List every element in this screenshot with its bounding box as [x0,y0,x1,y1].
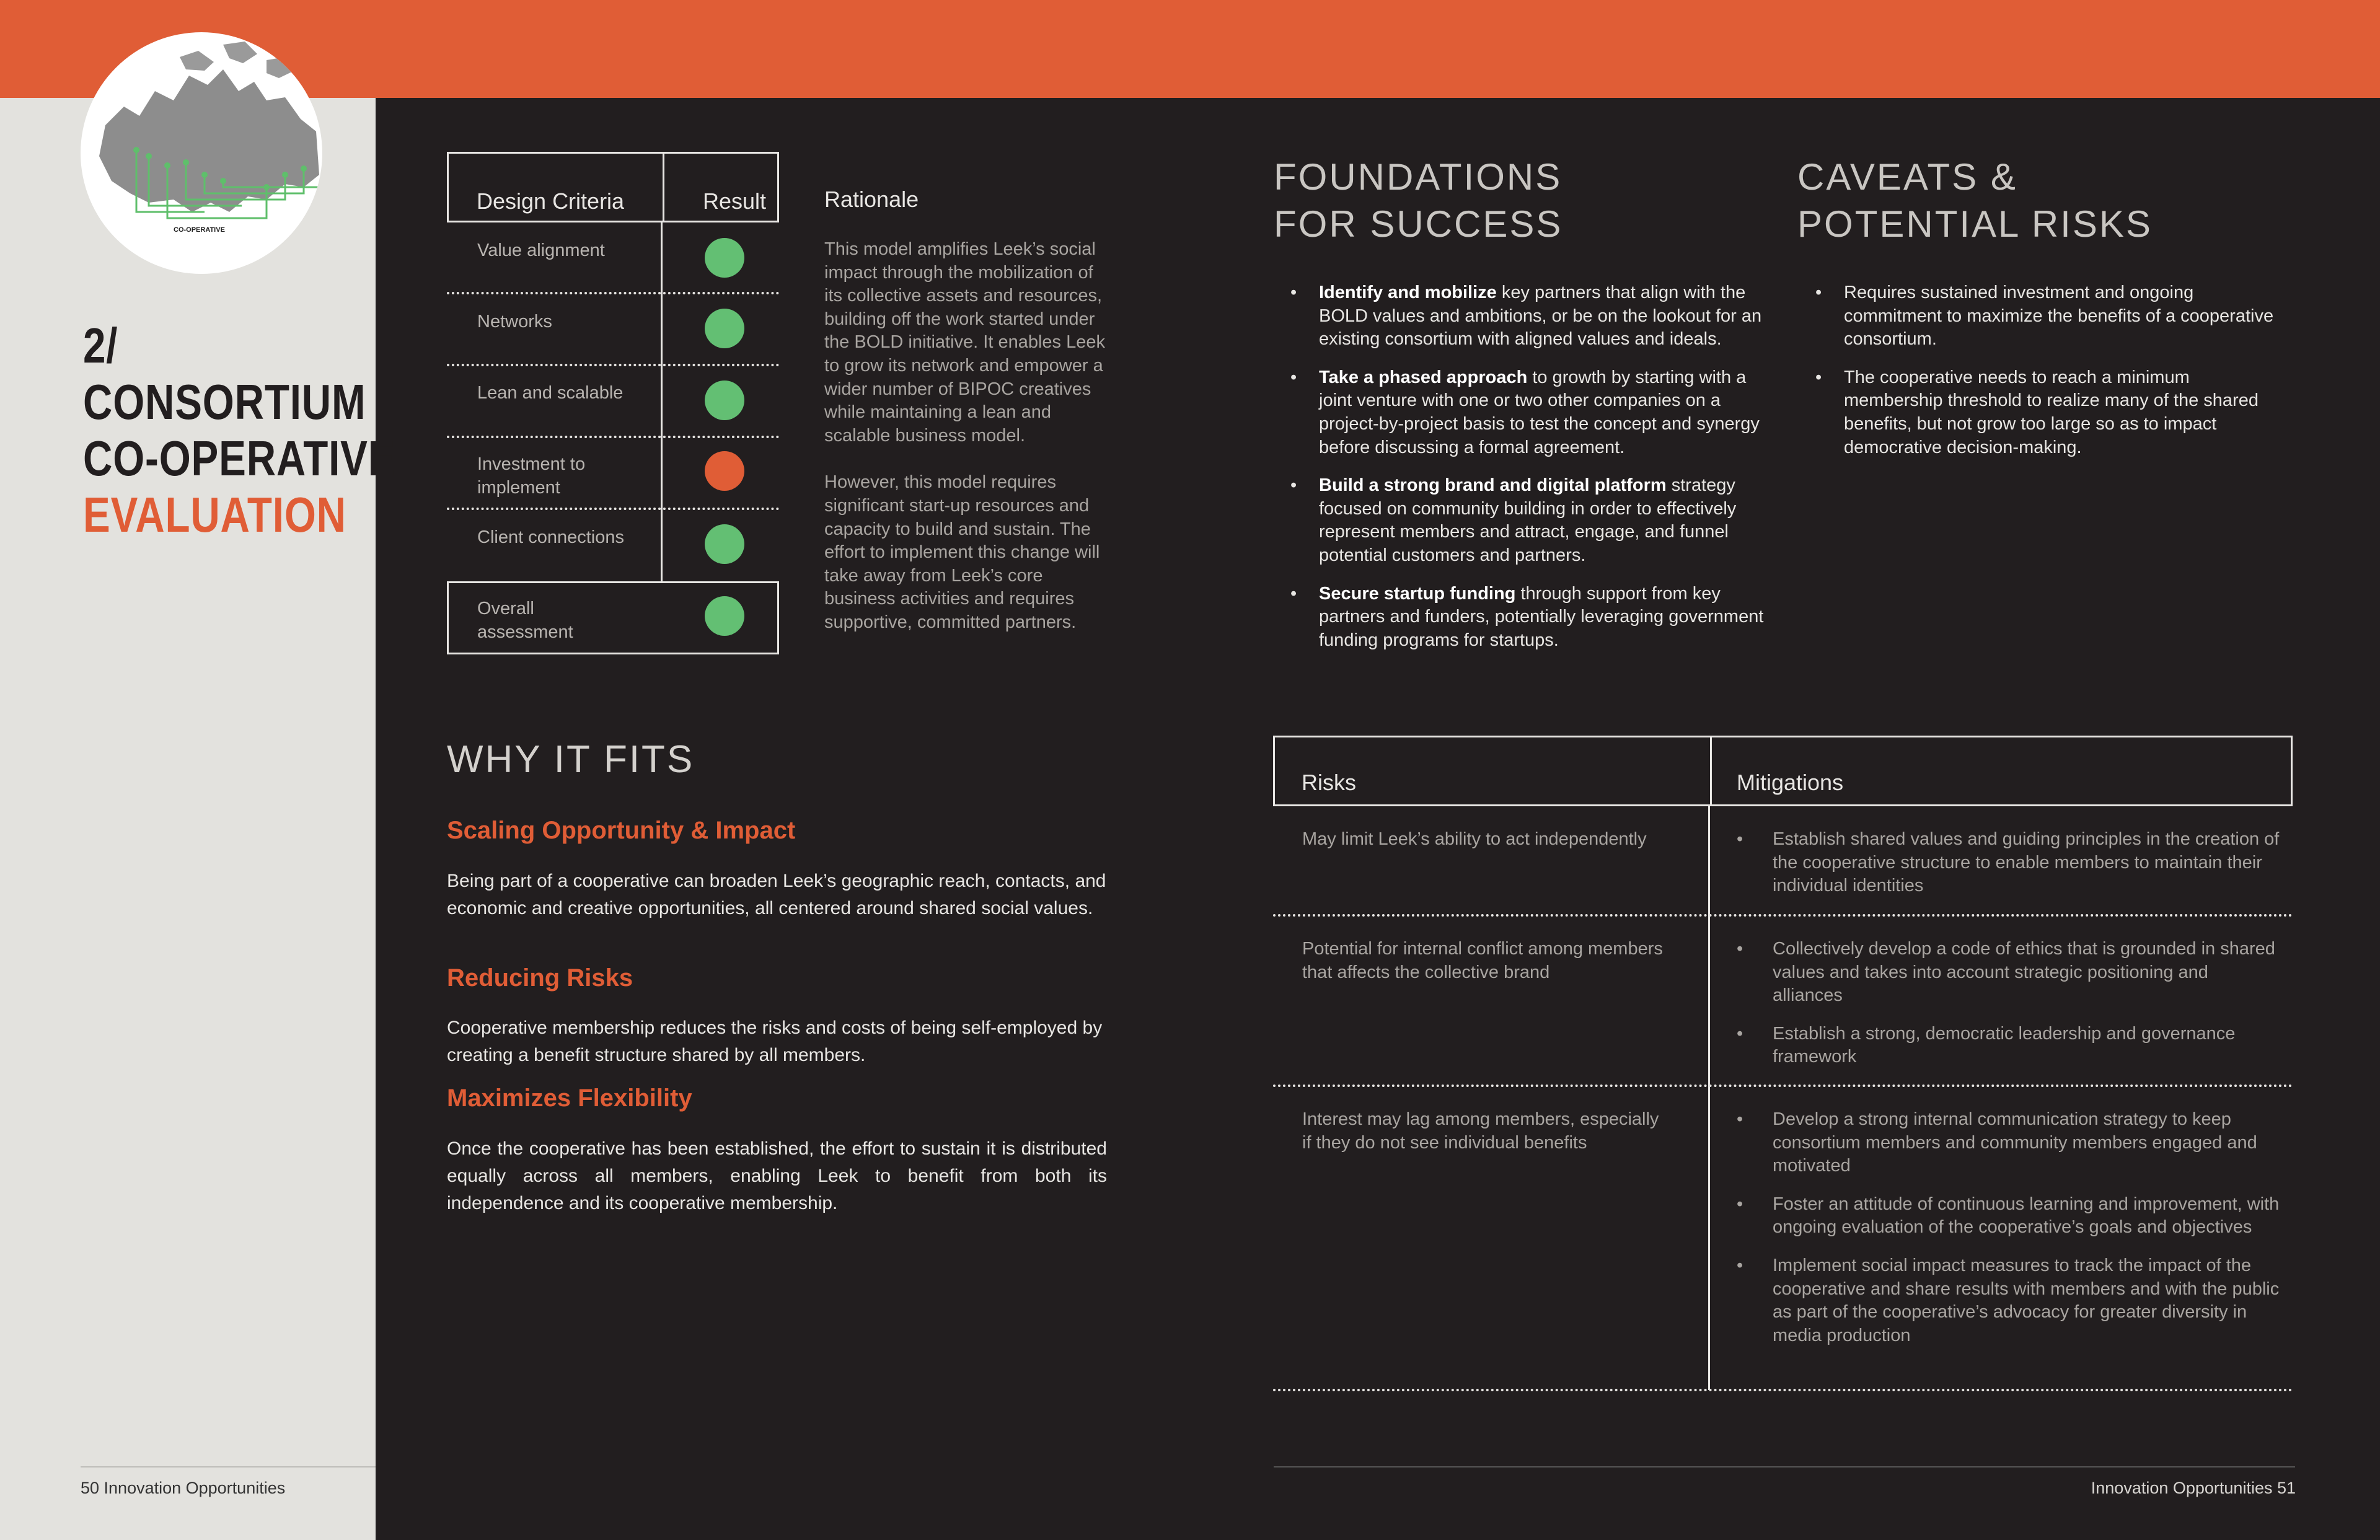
header-result: Result [703,188,767,214]
row-divider [1273,914,2293,917]
section-title [83,317,395,543]
header-design-criteria: Design Criteria [477,188,625,214]
mitigation-item: • Develop a strong internal communication strategy to keep consortium members and community members engaged and motivated [1737,1109,2257,1176]
why-text: Being part of a cooperative can broaden Leek’s geographic reach, contacts, and economic and creative opportunities, all centered around shared social values. [447,871,1106,918]
row-divider [447,364,779,366]
footer-rule-right [1274,1466,2295,1467]
result-dot-green [705,524,744,564]
risk-table-divider [1708,806,1710,1390]
risk-cell: May limit Leek’s ability to act independently [1302,829,1647,849]
caveats-item: • The cooperative needs to reach a minimum membership threshold to realize many of the shared benefits, but not grow too large so as to impact democrative decision-making. [1815,367,2259,457]
row-divider [1273,1085,2293,1087]
foundations-title-line2: FOR SUCCESS [1274,203,1563,245]
mitigation-item: • Collectively develop a code of ethics that is grounded in shared values and takes into account strategic positioning and alliances [1737,939,2275,1006]
criteria-label: Client connections [477,527,624,547]
map-label: CO-OPERATIVE [174,226,225,234]
top-accent-bar [0,0,2380,98]
foundations-item: • Build a strong brand and digital platform strategy focused on community building in order to effectively represent members and attract, engage, and funnel potential customers and partners. [1290,475,1737,565]
caveats-title [1797,154,2153,248]
foundations-item: • Take a phased approach to growth by starting with a joint venture with one or two other companies on a project-by-project basis to test the concept and synergy before discussing a formal agreement. [1290,367,1760,457]
left-panel [0,98,376,1540]
why-it-fits-title: WHY IT FITS [447,738,695,781]
why-heading: Scaling Opportunity & Impact [447,817,796,844]
section-title-line1: CONSORTIUM [83,374,366,429]
rationale-paragraph: However, this model requires significant start-up resources and capacity to build and sustain. The effort to implement this change will take away from Leek’s core business activities and requires supportive, committed partners. [824,472,1100,632]
footer-page-left: 50 Innovation Opportunities [81,1479,286,1497]
foundations-item: • Identify and mobilize key partners that align with the BOLD values and ambitions, or be on the lookout for an existing consortium with aligned values and ideals. [1290,283,1762,350]
row-divider [447,436,779,438]
criteria-label: Lean and scalable [477,383,624,403]
rationale-paragraph: This model amplifies Leek’s social impact through the mobilization of its collective assets and resources, building off the work started under the BOLD initiative. It enables Leek to grow its network and empower a wider number of BIPOC creatives while maintaining a lean and scalable business model. [824,239,1105,446]
why-heading: Maximizes Flexibility [447,1085,692,1112]
criteria-label: Overall assessment [477,599,573,642]
footer-rule-left [81,1466,376,1467]
row-divider [1273,1389,2293,1391]
criteria-label: Networks [477,312,552,332]
result-dot-green [705,309,744,348]
mitigation-item: • Establish shared values and guiding principles in the creation of the cooperative structure to enable members to maintain their individual identities [1737,829,2280,896]
criteria-label: Investment to implement [477,454,586,498]
section-title-line2: CO-OPERATIVE [83,431,396,486]
result-dot-red [705,451,744,491]
canada-map-graphic [81,32,322,274]
header-mitigations: Mitigations [1737,770,1844,795]
caveats-title-line2: POTENTIAL RISKS [1797,203,2153,245]
row-divider [447,292,779,294]
map-icon [81,32,322,274]
foundations-title-line1: FOUNDATIONS [1274,156,1562,198]
mitigation-item: • Establish a strong, democratic leadership and governance framework [1737,1023,2236,1067]
foundations-title [1274,154,1562,248]
mitigation-list [1737,1108,2281,1362]
caveats-title-line1: CAVEATS & [1797,156,2017,198]
foundations-item: • Secure startup funding through support from key partners and funders, potentially leveraging government funding programs for startups. [1290,583,1764,650]
result-dot-green [705,596,744,636]
result-dot-green [705,238,744,278]
rationale-text [824,238,1116,658]
section-title-line3: EVALUATION [83,487,346,542]
mitigation-list [1737,828,2281,913]
section-number: 2/ [83,318,118,373]
mitigation-item: • Implement social impact measures to track the impact of the cooperative and share results with members and with the public as part of the cooperative’s advocacy for greater diversity in media production [1737,1255,2280,1345]
why-text: Cooperative membership reduces the risks and costs of being self-employed by creating a benefit structure shared by all members. [447,1018,1103,1065]
caveats-item: • Requires sustained investment and ongoing commitment to maximize the benefits of a cooperative consortium. [1815,283,2274,350]
mitigation-list [1737,938,2281,1084]
risk-cell: Potential for internal conflict among members that affects the collective brand [1302,939,1663,982]
header-risks: Risks [1302,770,1356,795]
criteria-table-header [447,152,779,222]
criteria-table-divider [661,222,663,581]
footer-page-right: Innovation Opportunities 51 [2091,1479,2296,1497]
mitigation-item: • Foster an attitude of continuous learning and improvement, with ongoing evaluation of the cooperative’s goals and objectives [1737,1194,2280,1238]
caveats-list [1815,281,2278,474]
why-heading: Reducing Risks [447,964,633,992]
risk-cell: Interest may lag among members, especially if they do not see individual benefits [1302,1109,1659,1153]
why-text: Once the cooperative has been established, the effort to sustain it is distributed equally across all members, enabling Leek to benefit from both its independence and its cooperative membership. [447,1138,1107,1213]
risk-table-header [1273,736,2293,806]
foundations-list [1290,281,1771,667]
row-divider [447,508,779,510]
result-dot-green [705,381,744,420]
rationale-heading: Rationale [824,187,919,212]
criteria-label: Value alignment [477,240,605,260]
